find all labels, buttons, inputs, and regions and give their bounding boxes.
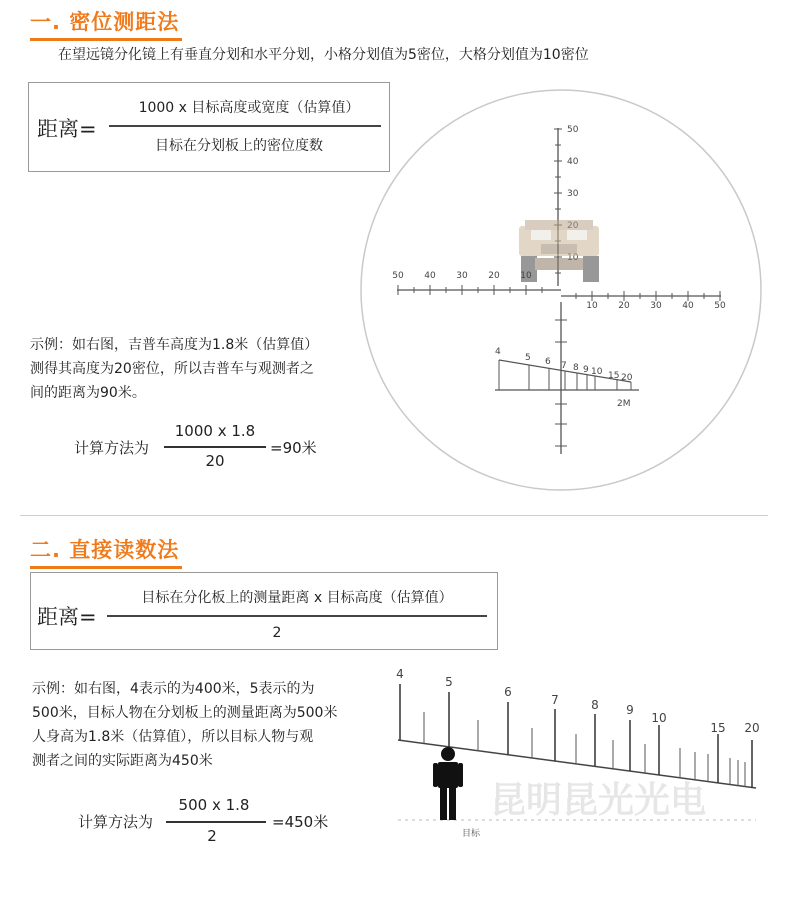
example-line: 500米，目标人物在分划板上的测量距离为500米 [32, 705, 338, 721]
section1-calc-result: =90米 [270, 439, 317, 457]
example-line: 间的距离为90米。 [30, 385, 146, 401]
section1-calc-denominator: 20 [205, 452, 225, 470]
section2-calc-denominator: 2 [207, 827, 217, 845]
formula-numerator: 目标在分化板上的测量距离 x 目标高度（估算值） [141, 590, 453, 606]
scale-diagram [390, 662, 770, 842]
watermark: 昆明昆光光电 [490, 780, 707, 821]
target-label: 目标 [462, 829, 481, 839]
scale-label: 8 [591, 698, 599, 712]
scale-label: 5 [445, 675, 453, 689]
reticle-diagram [355, 88, 765, 498]
formula-numerator: 1000 x 目标高度或宽度（估算值） [138, 100, 360, 116]
rangefinder-unit: 2M [617, 399, 631, 409]
section2-calc-result: =450米 [272, 813, 329, 831]
htick-left-label: 50 [392, 271, 404, 281]
section2-example [32, 677, 337, 773]
formula-denominator: 目标在分划板上的密位度数 [155, 138, 323, 154]
section2-calc-numerator: 500 x 1.8 [178, 796, 250, 814]
section2-title: 二. 直接读数法 [30, 538, 180, 562]
section1-calc-numerator: 1000 x 1.8 [174, 422, 256, 440]
section2-calc-label: 计算方法为 [78, 813, 154, 831]
section1-example [30, 333, 318, 405]
section2-formula-box [30, 572, 498, 650]
example-line: 示例：如右图，4表示的为400米，5表示的为 [32, 681, 315, 697]
htick-left-label: 10 [520, 271, 532, 281]
vtick-label: 40 [567, 157, 579, 167]
formula-lhs: 距离= [37, 605, 97, 629]
rangefinder-label: 7 [561, 361, 567, 371]
rangefinder-label: 6 [545, 357, 551, 367]
vtick-label: 50 [567, 125, 579, 135]
person-icon [433, 747, 463, 820]
section2-underline [30, 566, 182, 569]
formula-bar [109, 125, 381, 127]
htick-right-label: 40 [682, 301, 694, 311]
vtick-label: 30 [567, 189, 579, 199]
htick-right-label: 10 [586, 301, 598, 311]
formula-denominator: 2 [272, 625, 282, 641]
rangefinder-label: 5 [525, 353, 531, 363]
scale-label: 10 [651, 711, 667, 725]
htick-right-label: 30 [650, 301, 662, 311]
section1-calc-label: 计算方法为 [74, 439, 150, 457]
section-divider [20, 515, 768, 516]
section1-calc-bar [164, 446, 266, 448]
example-line: 示例：如右图，吉普车高度为1.8米（估算值） [30, 337, 319, 353]
example-line: 测者之间的实际距离为450米 [32, 753, 213, 769]
example-line: 人身高为1.8米（估算值），所以目标人物与观 [32, 729, 314, 745]
scale-label: 20 [744, 721, 760, 735]
section1-title: 一. 密位测距法 [30, 10, 180, 34]
htick-right-label: 50 [714, 301, 726, 311]
scale-label: 15 [710, 721, 726, 735]
rangefinder-label: 4 [495, 347, 501, 357]
rangefinder-label: 8 [573, 363, 579, 373]
section2-calc-bar [166, 821, 266, 823]
scale-label: 7 [551, 693, 559, 707]
rangefinder-label: 20 [621, 373, 633, 383]
htick-right-label: 20 [618, 301, 630, 311]
rangefinder-label: 9 [583, 365, 589, 375]
example-line: 测得其高度为20密位，所以吉普车与观测者之 [30, 361, 314, 377]
rangefinder-label: 15 [608, 371, 620, 381]
section1-intro: 在望远镜分化镜上有垂直分划和水平分划，小格分划值为5密位，大格分划值为10密位 [58, 47, 589, 63]
formula-lhs: 距离= [37, 117, 97, 141]
scale-label: 6 [504, 685, 512, 699]
htick-left-label: 40 [424, 271, 436, 281]
htick-left-label: 30 [456, 271, 468, 281]
section1-underline [30, 38, 182, 41]
rangefinder-label: 10 [591, 367, 603, 377]
formula-bar [107, 615, 487, 617]
scale-label: 4 [396, 667, 404, 681]
scale-label: 9 [626, 703, 634, 717]
section1-formula-box [28, 82, 390, 172]
htick-left-label: 20 [488, 271, 500, 281]
